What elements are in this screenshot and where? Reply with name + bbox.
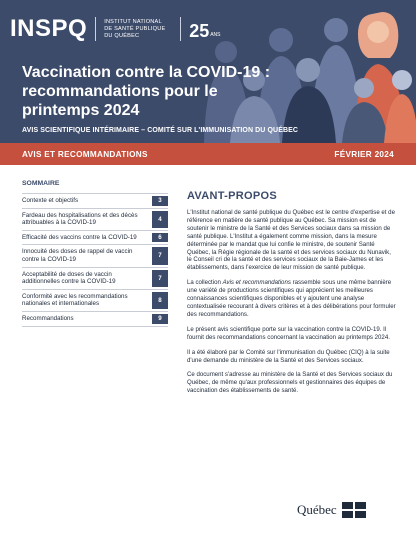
document-title — [22, 63, 302, 120]
title-line: recommandations pour le — [22, 83, 218, 100]
toc-item[interactable] — [22, 244, 168, 266]
logo-divider — [95, 17, 96, 41]
toc-title: SOMMAIRE — [22, 180, 60, 187]
paragraph: L'Institut national de santé publique du Québec est le centre d'expertise et de référence en matière de santé publique au Québec. Sa mission est de soutenir le ministre de la Santé et des Services sociaux dans sa mission de santé publique. L'Institut a également comme mission, dans la mesure déterminée par le mandat que lui confie le ministre, de soutenir Santé Québec, la Régie régionale de la santé et des services sociaux du Nunavik, le Conseil cri de la santé et des services sociaux de la Baie-James et les établissements, dans l'exercice de leur mission de santé publique. — [187, 209, 395, 272]
toc-item-label: Fardeau des hospitalisations et des décès attribuables à la COVID-19 — [22, 211, 138, 227]
avant-propos-section — [187, 190, 397, 402]
institute-line: INSTITUT NATIONAL — [104, 18, 162, 25]
paragraph-prefix: La collection — [187, 279, 223, 287]
toc-item[interactable] — [22, 208, 168, 230]
toc-item-label: Conformité avec les recommandations nationales et internationales — [22, 292, 128, 308]
toc-item[interactable] — [22, 267, 168, 289]
institute-line: DE SANTÉ PUBLIQUE — [104, 25, 166, 32]
toc-item-label: Efficacité des vaccins contre la COVID-19 — [22, 233, 137, 241]
toc-item[interactable] — [22, 193, 168, 208]
anniversary-number: 25 — [189, 21, 210, 41]
toc-item[interactable] — [22, 289, 168, 311]
publication-date: FÉVRIER 2024 — [334, 149, 394, 159]
header-banner — [0, 0, 416, 143]
toc-item-label: Contexte et objectifs — [22, 197, 79, 204]
paragraph: Le présent avis scientifique porte sur la vaccination contre la COVID-19. Il fournit des recommandations concernant la vaccination au printemps 2024. — [187, 325, 390, 341]
toc-page-number: 9 — [152, 314, 168, 324]
paragraph: Ce document s'adresse au ministère de la Santé et des Services sociaux du Québec, de même qu'aux professionnels et gestionnaires des équipes de vaccination des établissements de santé. — [187, 371, 393, 395]
institute-line: DU QUÉBEC — [104, 32, 140, 39]
institute-name — [104, 19, 174, 40]
toc-page-number: 7 — [152, 247, 168, 264]
toc-page-number: 3 — [152, 196, 168, 206]
toc-item[interactable] — [22, 311, 168, 327]
category-strip — [0, 143, 416, 165]
toc-item[interactable] — [22, 230, 168, 245]
toc-item-label: Recommandations — [22, 314, 74, 322]
document-subtitle: AVIS SCIENTIFIQUE INTÉRIMAIRE – COMITÉ SUR L'IMMUNISATION DU QUÉBEC — [22, 127, 299, 134]
title-line: printemps 2024 — [22, 102, 140, 119]
toc-page-number: 7 — [152, 270, 168, 287]
toc-item-label: Acceptabilité de doses de vaccin additionnelles contre la COVID-19 — [22, 270, 116, 286]
title-line: Vaccination contre la COVID-19 : — [22, 64, 271, 81]
table-of-contents — [22, 180, 168, 327]
toc-page-number: 4 — [152, 211, 168, 228]
toc-page-number: 8 — [152, 292, 168, 309]
anniversary-logo — [180, 17, 220, 41]
quebec-wordmark: Québec — [297, 502, 337, 517]
toc-page-number: 6 — [152, 233, 168, 243]
anniversary-suffix: ANS — [210, 32, 221, 38]
paragraph: Il a été élaboré par le Comité sur l'immunisation du Québec (CIQ) à la suite d'une demande du ministère de la Santé et des Services sociaux. — [187, 348, 390, 364]
collection-name: Avis et recommandations — [222, 279, 291, 287]
quebec-flag-icon — [342, 502, 366, 518]
paragraph — [187, 279, 397, 319]
inspq-wordmark: INSPQ — [10, 15, 88, 42]
category-label: AVIS ET RECOMMANDATIONS — [22, 149, 148, 159]
paragraph-suffix: rassemble sous une même bannière une variété de productions scientifiques qui apprécient les meilleures connaissances scientifiques disponibles et y ajoutent une analyse contextualisée recourant à divers critères et à des délibérations pour formuler des recommandations. — [187, 279, 396, 318]
toc-item-label: Innocuité des doses de rappel de vaccin contre la COVID-19 — [22, 248, 133, 263]
quebec-logo — [297, 502, 366, 518]
inspq-logo — [10, 14, 221, 44]
section-heading: AVANT-PROPOS — [187, 190, 277, 202]
